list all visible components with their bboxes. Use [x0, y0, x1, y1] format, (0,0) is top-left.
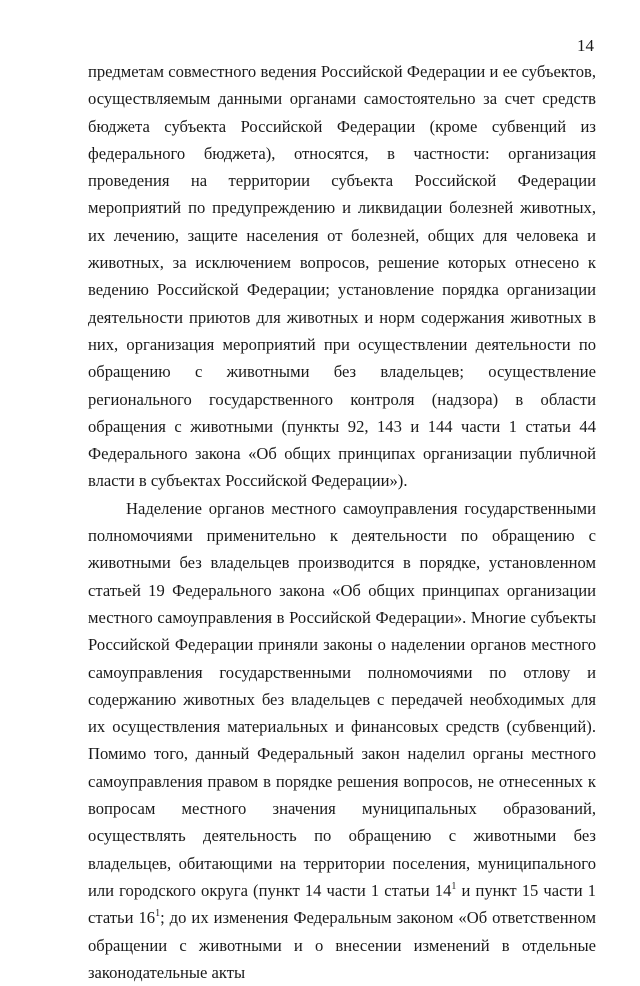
- document-body: [88, 58, 596, 986]
- paragraph-text-part2: и пункт 15 части 1 статьи 16: [88, 880, 596, 928]
- paragraph-delegation: [88, 495, 596, 986]
- paragraph-text-part3: ; до их изменения Федеральным законом «Об ответственном обращении с животными и о внесении изменений в отдельные законодательные акты: [88, 908, 596, 982]
- paragraph-text-part1: Наделение органов местного самоуправления государственными полномочиями применительно к деятельности по обращению с животными без владельцев производится в порядке, установленном статьей 19 Федерального закона «Об общих принципах организации местного самоуправления в Российской Федерации». Многие субъекты Российской Федерации приняли законы о наделении органов местного самоуправления государственными полномочиями по отлову и содержанию животных без владельцев с передачей необходимых для их осуществления материальных и финансовых средств (субвенций). Помимо того, данный Федеральный закон наделил органы местного самоуправления правом в порядке решения вопросов, не отнесенных к вопросам местного значения муниципальных образований, осуществлять деятельность по обращению с животными без владельцев, обитающими на территории поселения, муниципального или городского округа (пункт 14 части 1 статьи 14: [88, 498, 596, 900]
- superscript-article-14: 1: [451, 880, 457, 892]
- paragraph-continued: предметам совместного ведения Российской Федерации и ее субъектов, осуществляемым данными органами самостоятельно за счет средств бюджета субъекта Российской Федерации (кроме субвенций из федерального бюджета), относятся, в частности: организация проведения на территории субъекта Российской Федерации мероприятий по предупреждению и ликвидации болезней животных, их лечению, защите населения от болезней, общих для человека и животных, за исключением вопросов, решение которых отнесено к ведению Российской Федерации; установление порядка организации деятельности приютов для животных и норм содержания животных в них, организация мероприятий при осуществлении деятельности по обращению с животными без владельцев; осуществление регионального государственного контроля (надзора) в области обращения с животными (пункты 92, 143 и 144 части 1 статьи 44 Федерального закона «Об общих принципах организации публичной власти в субъектах Российской Федерации»).: [88, 62, 596, 491]
- page-number: 14: [577, 36, 594, 55]
- superscript-article-16: 1: [155, 908, 161, 920]
